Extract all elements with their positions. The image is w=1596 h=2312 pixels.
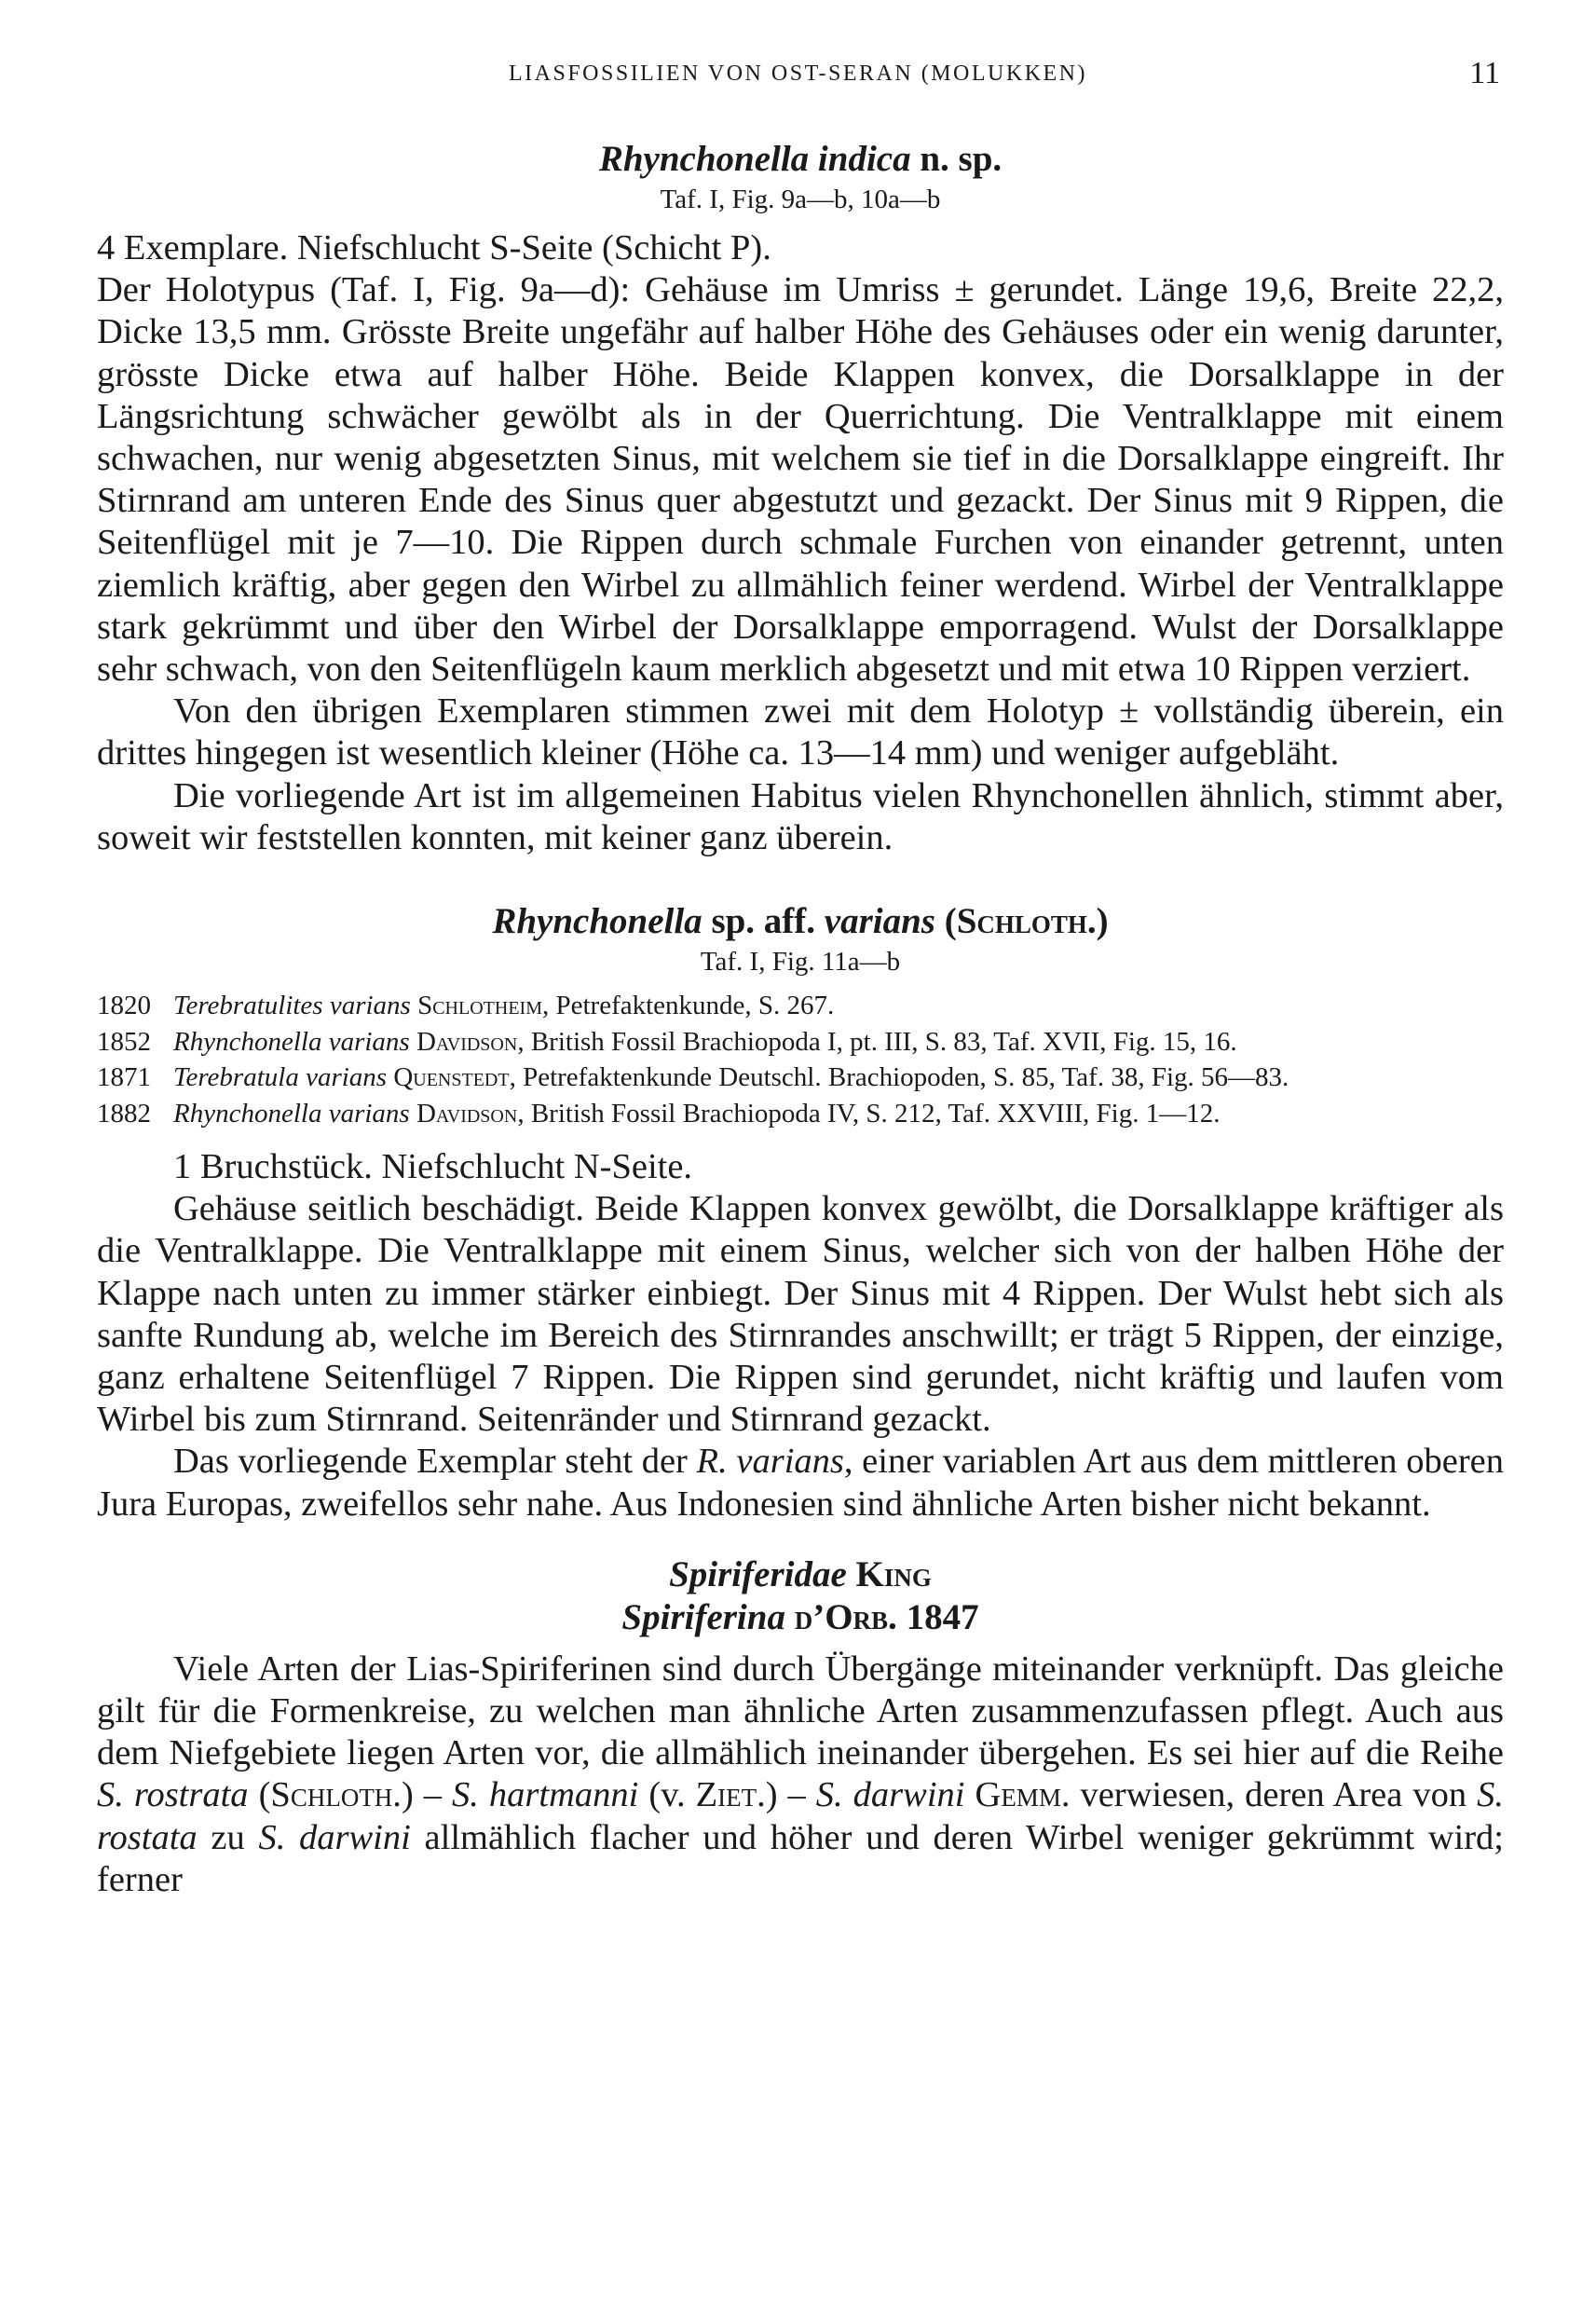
taxon-name: Terebratulites varians [173, 991, 411, 1021]
author-name: Schlotheim [410, 991, 542, 1021]
page-number: 11 [1469, 56, 1500, 90]
taxon-name: R. varians [696, 1442, 844, 1482]
synonymy-list [97, 988, 1504, 1131]
taxon-name: S. darwini [815, 1775, 965, 1815]
citation: , British Fossil Brachiopoda IV, S. 212, Taf. XXVIII, Fig. 1—12. [517, 1098, 1221, 1129]
family-author: King [846, 1553, 932, 1594]
taxon-name: S. rostrata [97, 1775, 249, 1815]
synonymy-entry [97, 1096, 1504, 1132]
plate-reference: Taf. I, Fig. 9a—b, 10a—b [660, 185, 941, 214]
genus-year: 1847 [896, 1596, 979, 1637]
genus-author: d’Orb. [784, 1596, 897, 1637]
species-name: varians [824, 901, 935, 942]
specimen-count: 4 Exemplare. Niefschlucht S-Seite (Schicht P). [97, 228, 771, 267]
text-run: (v. [638, 1775, 696, 1815]
paragraph [97, 1441, 1504, 1525]
author-name: Gemm. [975, 1775, 1071, 1815]
species-suffix: n. sp. [910, 139, 1003, 179]
family-name: Spiriferidae [669, 1553, 847, 1594]
paragraph [97, 1648, 1504, 1901]
synonymy-year: 1820 [97, 991, 151, 1021]
synonymy-entry [97, 1060, 1504, 1096]
author-name: Davidson [409, 1026, 518, 1057]
text-run [965, 1775, 975, 1814]
taxon-name: S. hartmanni [452, 1775, 639, 1815]
text-run: zu [197, 1817, 259, 1857]
synonymy-year: 1852 [97, 1026, 151, 1057]
synonymy-year: 1871 [97, 1062, 151, 1093]
genus-name: Spiriferina [621, 1596, 785, 1637]
paragraph: Gehäuse seitlich beschädigt. Beide Klappen konvex gewölbt, die Dorsalklappe kräftiger als die Ventralklappe. Die Ventralklappe mit einem Sinus, welcher sich von der halben Höhe der Klappe nach unten zu immer stärker einbiegt. Der Sinus mit 4 Rippen. Der Wulst hebt sich als sanfte Rundung ab, welche im Bereich des Stirnrandes anschwillt; er trägt 5 Rippen, der einzige, ganz erhaltene Seitenflügel 7 Rippen. Die Rippen sind gerundet, nicht kräftig und laufen vom Wirbel bis zum Stirnrand. Seitenränder und Stirnrand gezackt. [97, 1189, 1504, 1440]
synonymy-text [173, 988, 1504, 1024]
text-run: Das vorliegende Exemplar steht der [173, 1442, 697, 1482]
genus-name: Rhynchonella [492, 901, 703, 942]
specimen-count: 1 Bruchstück. Niefschlucht N-Seite. [173, 1147, 693, 1187]
taxon-name: Terebratula varians [173, 1062, 388, 1093]
genus-heading [97, 1596, 1504, 1639]
species-heading-varians [97, 900, 1504, 943]
synonymy-year: 1882 [97, 1098, 151, 1129]
text-run: allmählich flacher und höher und deren Wirbel weniger gekrümmt wird; ferner [97, 1817, 1505, 1899]
text-run: verwiesen, deren Area von [1070, 1775, 1478, 1815]
citation: , Petrefaktenkunde Deutschl. Brachiopoden, S. 85, Taf. 38, Fig. 56—83. [509, 1062, 1289, 1093]
citation: , Petrefaktenkunde, S. 267. [542, 991, 835, 1021]
plate-reference: Taf. I, Fig. 11a—b [700, 947, 901, 978]
synonymy-text [173, 1060, 1504, 1096]
author-name: Davidson [409, 1098, 518, 1129]
holotype-description: Der Holotypus (Taf. I, Fig. 9a—d): Gehäuse im Umriss ± gerundet. Länge 19,6, Breite 22,2, Dicke 13,5 mm. Grösste Breite ungefähr auf halber Höhe des Gehäuses oder ein wenig darunter, grösste Dicke etwa auf halber Höhe. Beide Klappen konvex, die Dorsalklappe in der Längsrichtung schwächer gewölbt als in der Querrichtung. Die Ventralklappe mit einem schwachen, nur wenig abgesetzten Sinus, mit welchem sie tief in die Dorsalklappe eingreift. Ihr Stirnrand am unteren Ende des Sinus quer abgestutzt und gezackt. Der Sinus mit 9 Rippen, die Seitenflügel mit je 7—10. Die Rippen durch schmale Furchen von einander getrennt, unten ziemlich kräftig, aber gegen den Wirbel zu allmählich feiner werdend. Wirbel der Ventralklappe stark gekrümmt und über den Wirbel der Dorsalklappe emporragend. Wulst der Dorsalklappe sehr schwach, von den Seitenflügeln kaum merklich abgesetzt und mit etwa 10 Rippen verziert. [97, 270, 1504, 690]
text-run: Viele Arten der Lias-Spiriferinen sind durch Übergänge miteinander verknüpft. Das gleiche gilt für die Formenkreise, zu welchen man ähnliche Arten zusammenzufassen pflegt. Auch aus dem Niefgebiete liegen Arten vor, die allmählich ineinander übergehen. Es sei hier auf die Reihe [97, 1648, 1504, 1773]
text-run: ) – [401, 1775, 453, 1815]
author-name: Quenstedt [387, 1062, 510, 1093]
text-run: ( [248, 1775, 271, 1815]
citation: , British Fossil Brachiopoda I, pt. III, S. 83, Taf. XVII, Fig. 15, 16. [517, 1026, 1237, 1057]
paragraph: Die vorliegende Art ist im allgemeinen Habitus vielen Rhynchonellen ähnlich, stimmt aber, soweit wir feststellen konnten, mit keiner ganz überein. [97, 775, 1504, 857]
running-title: LIASFOSSILIEN VON OST-SERAN (MOLUKKEN) [508, 62, 1088, 86]
synonymy-entry [97, 1024, 1504, 1060]
author-name: Schloth. [270, 1775, 402, 1815]
family-heading [97, 1553, 1504, 1596]
page-header [0, 56, 1596, 93]
taxon-name: Rhynchonella varians [173, 1026, 410, 1057]
synonymy-text [173, 1096, 1504, 1132]
species-author: (Schloth.) [934, 901, 1109, 942]
species-name: Rhynchonella indica [598, 139, 911, 179]
author-name: Ziet. [695, 1775, 766, 1815]
synonymy-entry [97, 988, 1504, 1024]
taxon-name: Rhynchonella varians [173, 1098, 410, 1129]
text-run: , einer variablen Art aus dem mittleren oberen Jura Europas, zweifellos sehr nahe. Aus Indonesien sind ähnliche Arten bisher nicht bekannt. [97, 1442, 1504, 1524]
main-text [97, 138, 1504, 1901]
text-run: ) – [765, 1775, 816, 1815]
paragraph: Von den übrigen Exemplaren stimmen zwei mit dem Holotyp ± vollständig überein, ein drittes hingegen ist wesentlich kleiner (Höhe ca. 13—14 mm) und weniger aufgebläht. [97, 691, 1504, 773]
synonymy-text [173, 1024, 1504, 1060]
taxon-name: S. darwini [258, 1817, 411, 1857]
taxon-name: S. rostata [97, 1775, 1504, 1857]
heading-text: sp. aff. [702, 901, 825, 942]
species-heading-indica [97, 138, 1504, 181]
